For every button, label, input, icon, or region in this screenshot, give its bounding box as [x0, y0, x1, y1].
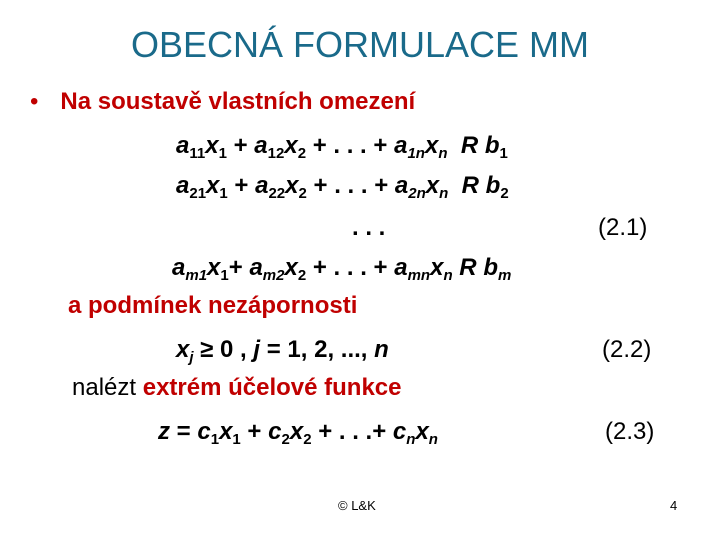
equation-label-2-2: (2.2) [602, 336, 652, 363]
equation-label-2-1: (2.1) [598, 214, 648, 241]
objective-heading-prefix: nalézt [72, 374, 143, 401]
footer-copyright: © L&K [338, 498, 376, 513]
bullet-icon: • [30, 88, 39, 115]
constraint-row-m: $a_{m1}x_1+ a_{m2}x_2$ + . . . + $a_{mn}x_n$ R $b_m$ [172, 254, 512, 284]
constraint-row-2: $a_{21}x_1 + a_{22}x_2$ + . . . + $a_{2n}x_n$ R $b_2$ [176, 172, 509, 202]
constraints-heading-line [30, 88, 415, 116]
objective-heading-emphasis: extrém účelové funkce [142, 374, 402, 401]
nonnegativity-condition: $x_j \ge 0$ , j = 1, 2, ..., n [176, 336, 389, 366]
page-number: 4 [670, 498, 678, 513]
slide-title: OBECNÁ FORMULACE MM [130, 24, 590, 65]
constraints-heading: Na soustavě vlastních omezení [60, 88, 416, 115]
objective-heading [72, 374, 402, 402]
constraint-row-1: $a_{11}x_1 + a_{12}x_2$ + . . . + $a_{1n}x_n$ R $b_1$ [176, 132, 508, 162]
equation-label-2-3: (2.3) [605, 418, 655, 445]
constraint-ellipsis: . . . [352, 214, 386, 241]
objective-function: $z = c_1x_1 + c_2x_2$ + . . .+ $c_nx_n$ [158, 418, 438, 448]
nonnegativity-heading: a podmínek nezápornosti [68, 292, 358, 319]
